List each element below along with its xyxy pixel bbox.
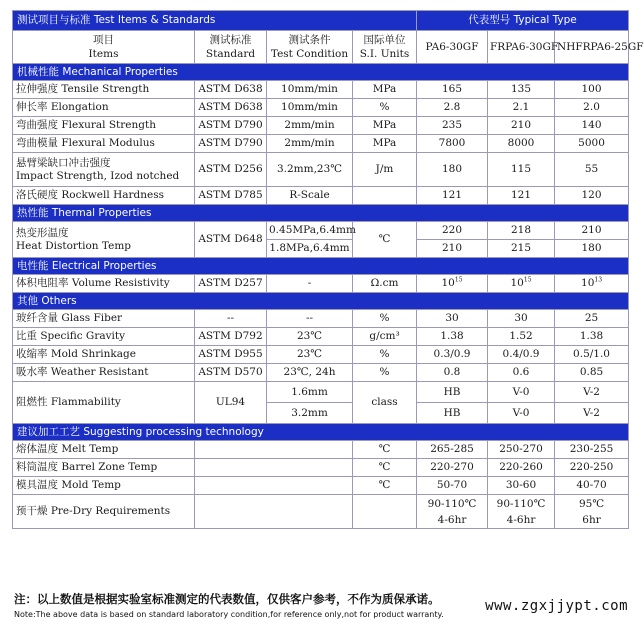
table-row: 悬臂梁缺口冲击强度 Impact Strength, Izod notched ASTM D256 3.2mm,23℃ J/m 180 115 55	[13, 153, 629, 187]
col-type-2: FRPA6-30GF	[488, 31, 555, 64]
table-row: 收缩率 Mold Shrinkage ASTM D955 23℃ % 0.3/0.9 0.4/0.9 0.5/1.0	[13, 346, 629, 364]
header-right-title: 代表型号 Typical Type	[417, 11, 629, 31]
table-row: 熔体温度 Melt Temp ℃ 265-285 250-270 230-255	[13, 441, 629, 459]
properties-table	[12, 10, 644, 529]
section-mechanical: 机械性能 Mechanical Properties	[13, 64, 629, 81]
table-row: 伸长率 Elongation ASTM D638 10mm/min % 2.8 2.1 2.0	[13, 99, 629, 117]
note-english: Note:The above data is based on standard laboratory condition,for reference only,not for product warranty.	[14, 610, 444, 619]
section-others: 其他 Others	[13, 293, 629, 310]
table-row: 比重 Specific Gravity ASTM D792 23℃ g/cm³ 1.38 1.52 1.38	[13, 328, 629, 346]
table-row: 洛氏硬度 Rockwell Hardness ASTM D785 R-Scale 121 121 120	[13, 187, 629, 205]
table-row: 拉伸强度 Tensile Strength ASTM D638 10mm/min MPa 165 135 100	[13, 81, 629, 99]
col-condition: 测试条件 Test Condition	[267, 31, 353, 64]
table-row: 弯曲模量 Flexural Modulus ASTM D790 2mm/min MPa 7800 8000 5000	[13, 135, 629, 153]
col-items: 项目 Items	[13, 31, 195, 64]
col-type-1: PA6-30GF	[417, 31, 488, 64]
header-left-title: 测试项目与标准 Test Items & Standards	[13, 11, 417, 31]
table-row: 模具温度 Mold Temp ℃ 50-70 30-60 40-70	[13, 477, 629, 495]
table-row: 阻燃性 Flammability UL94 1.6mm class HB V-0 V-2	[13, 382, 629, 403]
datasheet	[12, 10, 644, 529]
table-row: 弯曲强度 Flexural Strength ASTM D790 2mm/min MPa 235 210 140	[13, 117, 629, 135]
table-row: 玻纤含量 Glass Fiber -- -- % 30 30 25	[13, 310, 629, 328]
table-row: 吸水率 Weather Resistant ASTM D570 23℃, 24h % 0.8 0.6 0.85	[13, 364, 629, 382]
section-processing: 建议加工工艺 Suggesting processing technology	[13, 424, 629, 441]
table-row: 预干燥 Pre-Dry Requirements 90-110℃ 4-6hr 90-110℃ 4-6hr 95℃ 6hr	[13, 495, 629, 529]
table-header	[13, 11, 629, 31]
website-watermark: www.zgxjjypt.com	[485, 598, 628, 614]
table-row: 1.8MPa,6.4mm 210 215 180	[13, 240, 629, 258]
column-headers	[13, 31, 629, 64]
col-standard: 测试标准 Standard	[195, 31, 267, 64]
table-row: 3.2mm HB V-0 V-2	[13, 403, 629, 424]
section-thermal: 热性能 Thermal Properties	[13, 205, 629, 222]
table-row: 热变形温度 Heat Distortion Temp ASTM D648 0.45MPa,6.4mm ℃ 220 218 210	[13, 222, 629, 240]
note-chinese: 注：以上数值是根据实验室标准测定的代表数值，仅供客户参考，不作为质保承诺。	[14, 592, 440, 606]
col-type-3: NHFRPA6-25GF	[555, 31, 629, 64]
table-row: 体积电阻率 Volume Resistivity ASTM D257 - Ω.cm $10^{15}$ $10^{15}$ $10^{13}$	[13, 275, 629, 293]
table-row: 料筒温度 Barrel Zone Temp ℃ 220-270 220-260 220-250	[13, 459, 629, 477]
col-units: 国际单位 S.I. Units	[353, 31, 417, 64]
section-electrical: 电性能 Electrical Properties	[13, 258, 629, 275]
